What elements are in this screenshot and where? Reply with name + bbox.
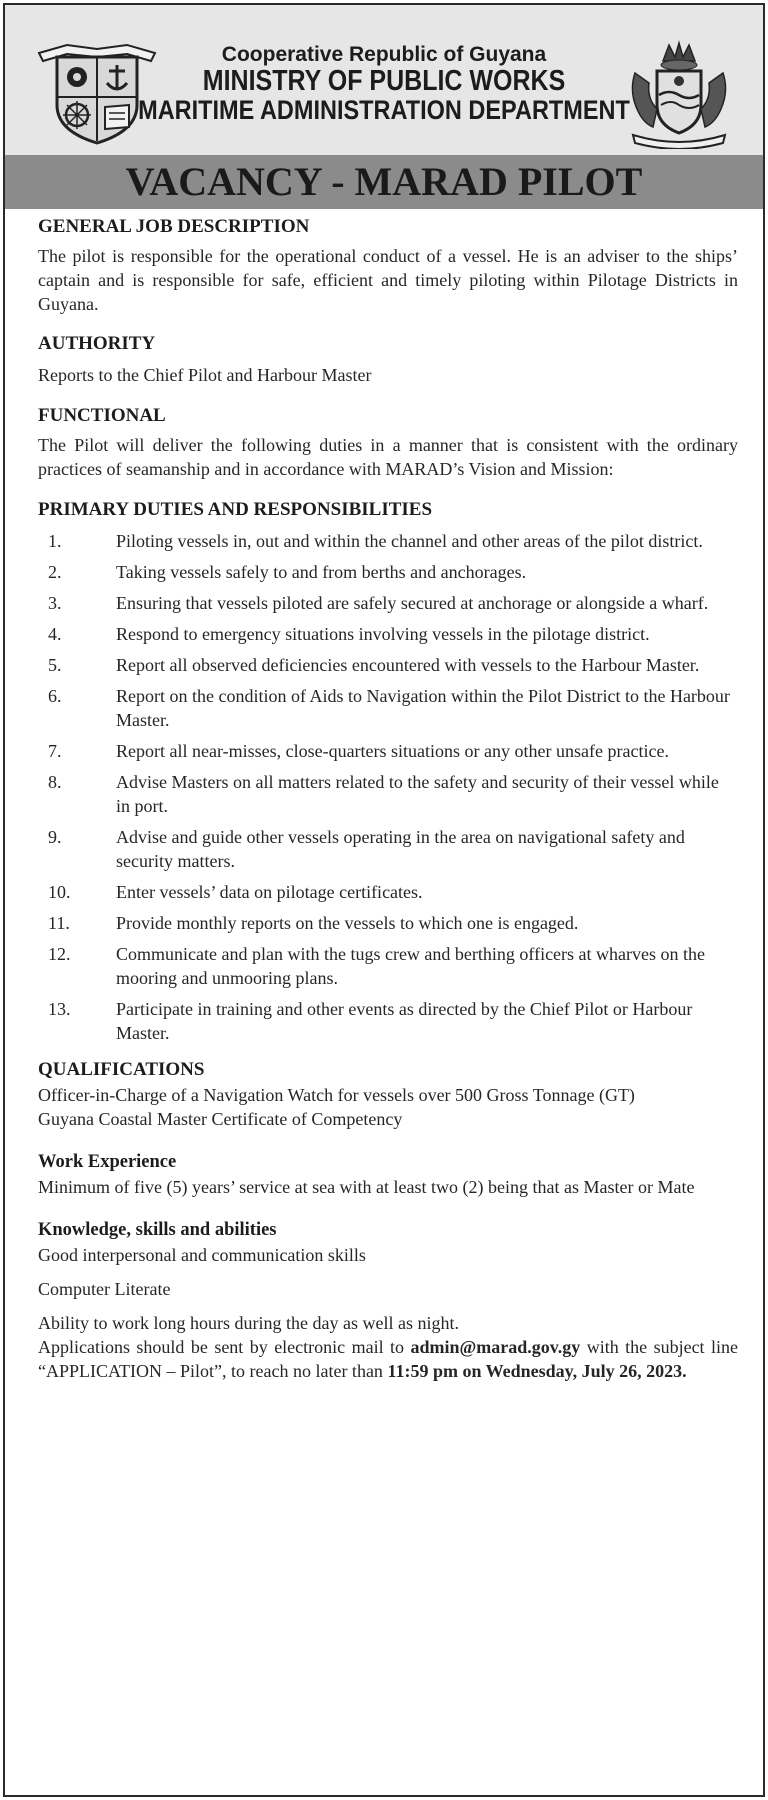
section-heading: PRIMARY DUTIES AND RESPONSIBILITIES	[38, 499, 433, 520]
item-number: 3.	[48, 593, 62, 613]
item-text: Participate in training and other events as directed by the Chief Pilot or Harbour Master.	[116, 999, 693, 1043]
qualification-line: Officer-in-Charge of a Navigation Watch for vessels over 500 Gross Tonnage (GT)	[38, 1085, 635, 1105]
experience-text: Minimum of five (5) years’ service at sea with at least two (2) being that as Master or Mate	[38, 1177, 695, 1197]
list-item	[38, 591, 736, 615]
item-text: Provide monthly reports on the vessels to which one is engaged.	[116, 913, 579, 933]
section-heading: QUALIFICATIONS	[38, 1059, 205, 1080]
list-item	[38, 739, 736, 763]
item-text: Enter vessels’ data on pilotage certificates.	[116, 882, 423, 902]
qualification-line: Guyana Coastal Master Certificate of Competency	[38, 1109, 403, 1129]
section-heading: FUNCTIONAL	[38, 405, 166, 426]
list-item	[38, 529, 736, 553]
header-text	[138, 43, 630, 125]
section-qualifications	[38, 1057, 738, 1131]
department-name: MARITIME ADMINISTRATION DEPARTMENT	[138, 94, 630, 125]
section-functional	[38, 403, 738, 481]
item-text: Report on the condition of Aids to Navigation within the Pilot District to the Harbour Master.	[116, 686, 730, 730]
list-item	[38, 653, 736, 677]
application-middle: with the subject line “APPLICATION – Pilot”, to reach no later than	[38, 1337, 738, 1381]
item-text: Report all observed deficiencies encountered with vessels to the Harbour Master.	[116, 655, 700, 675]
application-deadline: 11:59 pm on Wednesday, July 26, 2023.	[387, 1361, 687, 1381]
list-item	[38, 997, 736, 1045]
item-text: Report all near-misses, close-quarters situations or any other unsafe practice.	[116, 741, 669, 761]
item-number: 10.	[48, 882, 71, 902]
item-text: Advise Masters on all matters related to the safety and security of their vessel while in port.	[116, 772, 719, 816]
section-heading: Knowledge, skills and abilities	[38, 1220, 277, 1240]
authority-text: Reports to the Chief Pilot and Harbour Master	[38, 365, 372, 385]
item-number: 6.	[48, 686, 62, 706]
skill-item: Computer Literate	[38, 1279, 171, 1299]
list-item	[38, 560, 736, 584]
skill-item: Good interpersonal and communication skills	[38, 1245, 366, 1265]
section-heading: GENERAL JOB DESCRIPTION	[38, 216, 310, 237]
item-number: 8.	[48, 772, 62, 792]
list-item	[38, 622, 736, 646]
item-number: 2.	[48, 562, 62, 582]
item-number: 11.	[48, 913, 70, 933]
ministry-name: MINISTRY OF PUBLIC WORKS	[202, 64, 566, 98]
section-experience	[38, 1149, 738, 1199]
list-item	[38, 911, 736, 935]
section-knowledge	[38, 1217, 738, 1383]
duties-list	[38, 529, 738, 1045]
section-general	[38, 209, 738, 316]
item-number: 13.	[48, 999, 71, 1019]
item-text: Respond to emergency situations involving vessels in the pilotage district.	[116, 624, 650, 644]
list-item	[38, 684, 736, 732]
country-name: Cooperative Republic of Guyana	[221, 43, 547, 66]
functional-text: The Pilot will deliver the following duties in a manner that is consistent with the ordinary practices of seamanship and in accordance with MARAD’s Vision and Mission:	[38, 435, 738, 479]
item-number: 1.	[48, 531, 62, 551]
application-prefix: Applications should be sent by electronic mail to	[38, 1337, 411, 1357]
section-authority	[38, 331, 738, 387]
section-heading: AUTHORITY	[38, 333, 156, 354]
marad-crest-icon	[33, 35, 161, 147]
advert-body	[38, 209, 738, 1383]
item-number: 9.	[48, 827, 62, 847]
page-title: VACANCY - MARAD PILOT	[5, 155, 763, 209]
application-instructions	[38, 1335, 738, 1383]
application-email: admin@marad.gov.gy	[410, 1337, 581, 1357]
list-item	[38, 942, 736, 990]
item-text: Taking vessels safely to and from berths and anchorages.	[116, 562, 527, 582]
item-number: 7.	[48, 741, 62, 761]
item-text: Communicate and plan with the tugs crew and berthing officers at wharves on the mooring and unmooring plans.	[116, 944, 705, 988]
list-item	[38, 825, 736, 873]
item-number: 4.	[48, 624, 62, 644]
item-number: 5.	[48, 655, 62, 675]
section-duties	[38, 497, 738, 1045]
list-item	[38, 880, 736, 904]
item-text: Piloting vessels in, out and within the channel and other areas of the pilot district.	[116, 531, 703, 551]
vacancy-advert	[3, 3, 765, 1797]
header-band	[5, 5, 763, 155]
list-item	[38, 770, 736, 818]
item-text: Advise and guide other vessels operating in the area on navigational safety and security matters.	[116, 827, 685, 871]
item-number: 12.	[48, 944, 71, 964]
general-description: The pilot is responsible for the operational conduct of a vessel. He is an adviser to the ships’ captain and is responsible for safe, efficient and timely piloting within Pilotage Districts in Guyana.	[38, 246, 738, 314]
skill-item: Ability to work long hours during the day as well as night.	[38, 1313, 459, 1333]
section-heading: Work Experience	[38, 1152, 177, 1172]
item-text: Ensuring that vessels piloted are safely secured at anchorage or alongside a wharf.	[116, 593, 709, 613]
guyana-coat-of-arms-icon	[623, 39, 735, 149]
